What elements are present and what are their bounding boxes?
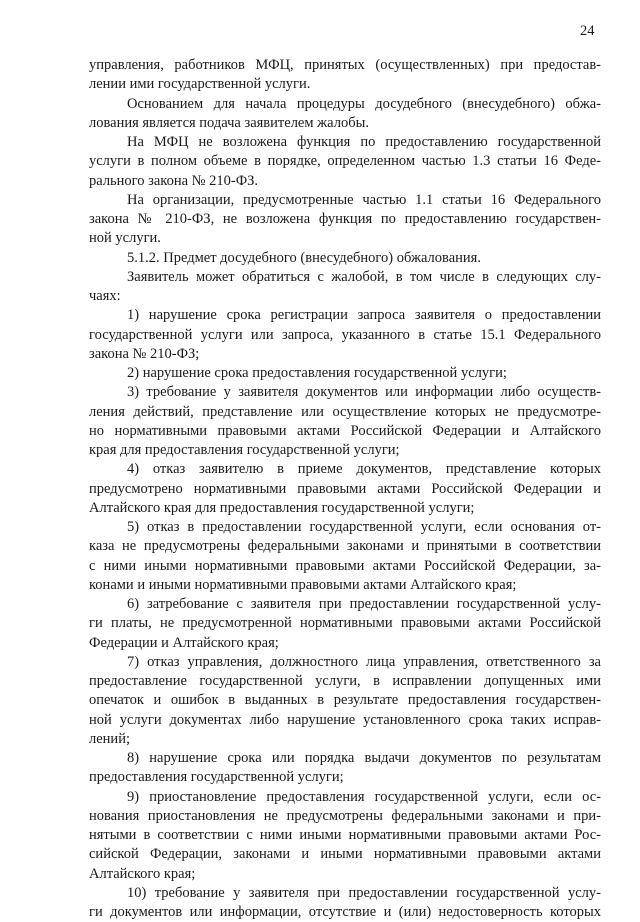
text-line: На организации, предусмотренные частью 1.1 статьи 16 Федерального	[127, 191, 601, 208]
text-line: услуги в полном объеме в порядке, определенном частью 1.3 статьи 16 Феде-	[89, 153, 601, 170]
body-text	[89, 56, 601, 922]
text-line: управления, работников МФЦ, принятых (осуществленных) при предостав-	[89, 57, 601, 73]
text-line: 10) требование у заявителя при предоставлении государственной услу-	[127, 884, 601, 901]
text-line: государственной услуги или запроса, указанного в статье 15.1 Федерального	[89, 326, 601, 343]
text-line: 5.1.2. Предмет досудебного (внесудебного) обжалования.	[127, 249, 481, 266]
text-line: ги документов или информации, отсутствие и (или) недостоверность которых	[89, 904, 601, 920]
text-line: 9) приостановление предоставления государственной услуги, если ос-	[127, 788, 601, 805]
text-line: 5) отказ в предоставлении государственной услуги, если основания от-	[127, 519, 601, 535]
page-number: 24	[580, 23, 595, 39]
text-line: лении ими государственной услуги.	[89, 76, 311, 93]
text-line: Федерации и Алтайского края;	[89, 634, 279, 651]
text-line: 7) отказ управления, должностного лица управления, ответственного за	[127, 653, 601, 670]
text-line: ги платы, не предусмотренной нормативными правовыми актами Российской	[89, 615, 601, 632]
text-line: 8) нарушение срока или порядка выдачи документов по результатам	[127, 750, 601, 766]
text-line: чаях:	[89, 288, 121, 304]
text-line: 4) отказ заявителю в приеме документов, представление которых	[127, 461, 601, 478]
text-line: нования приостановления не предусмотрены федеральными законами и при-	[89, 807, 601, 824]
text-line: 1) нарушение срока регистрации запроса заявителя о предоставлении	[127, 307, 601, 324]
text-line: рального закона № 210-ФЗ.	[89, 172, 259, 189]
text-line: ной услуги документах либо нарушение установленного срока таких исправ-	[89, 711, 601, 728]
text-line: каза не предусмотрены федеральными законами и принятыми в соответствии	[89, 538, 601, 555]
text-line: Алтайского края для предоставления государственной услуги;	[89, 499, 475, 516]
text-line: Основанием для начала процедуры досудебного (внесудебного) обжа-	[127, 95, 601, 112]
text-line: 3) требование у заявителя документов или информации либо осуществ-	[127, 384, 601, 401]
text-line: конами и иными нормативными правовыми актами Алтайского края;	[89, 576, 517, 593]
text-line: На МФЦ не возложена функция по предоставлению государственной	[127, 134, 601, 150]
text-line: лений;	[89, 730, 130, 747]
text-line: ной услуги.	[89, 230, 161, 247]
text-line: закона № 210-ФЗ, не возложена функция по предоставлению государствен-	[89, 211, 601, 227]
text-line: нятыми в соответствии с ними иными нормативными правовыми актами Рос-	[89, 827, 601, 843]
text-line: Алтайского края;	[89, 865, 196, 882]
text-line: опечаток и ошибок в выданных в результате предоставления государствен-	[89, 692, 601, 709]
text-line: предусмотрено нормативными правовыми актами Российской Федерации и	[89, 480, 601, 497]
text-line: предоставления государственной услуги;	[89, 769, 344, 786]
text-line: закона № 210-ФЗ;	[89, 345, 200, 362]
text-line: но нормативными правовыми актами Российской Федерации и Алтайского	[89, 422, 601, 439]
text-line: сийской Федерации, законами и иными нормативными правовыми актами	[89, 846, 601, 863]
text-line: Заявитель может обратиться с жалобой, в том числе в следующих слу-	[127, 268, 601, 285]
text-line: с ними иными нормативными правовыми актами Российской Федерации, за-	[89, 557, 601, 574]
text-line: лования является подача заявителем жалобы.	[89, 114, 369, 131]
text-line: края для предоставления государственной услуги;	[89, 442, 400, 458]
text-line: 2) нарушение срока предоставления государственной услуги;	[127, 365, 507, 381]
text-line: ления действий, представление или осуществление которых не предусмотре-	[89, 403, 601, 420]
text-line: 6) затребование с заявителя при предоставлении государственной услу-	[127, 596, 601, 612]
text-line: предоставление государственной услуги, в исправлении допущенных ими	[89, 673, 601, 689]
